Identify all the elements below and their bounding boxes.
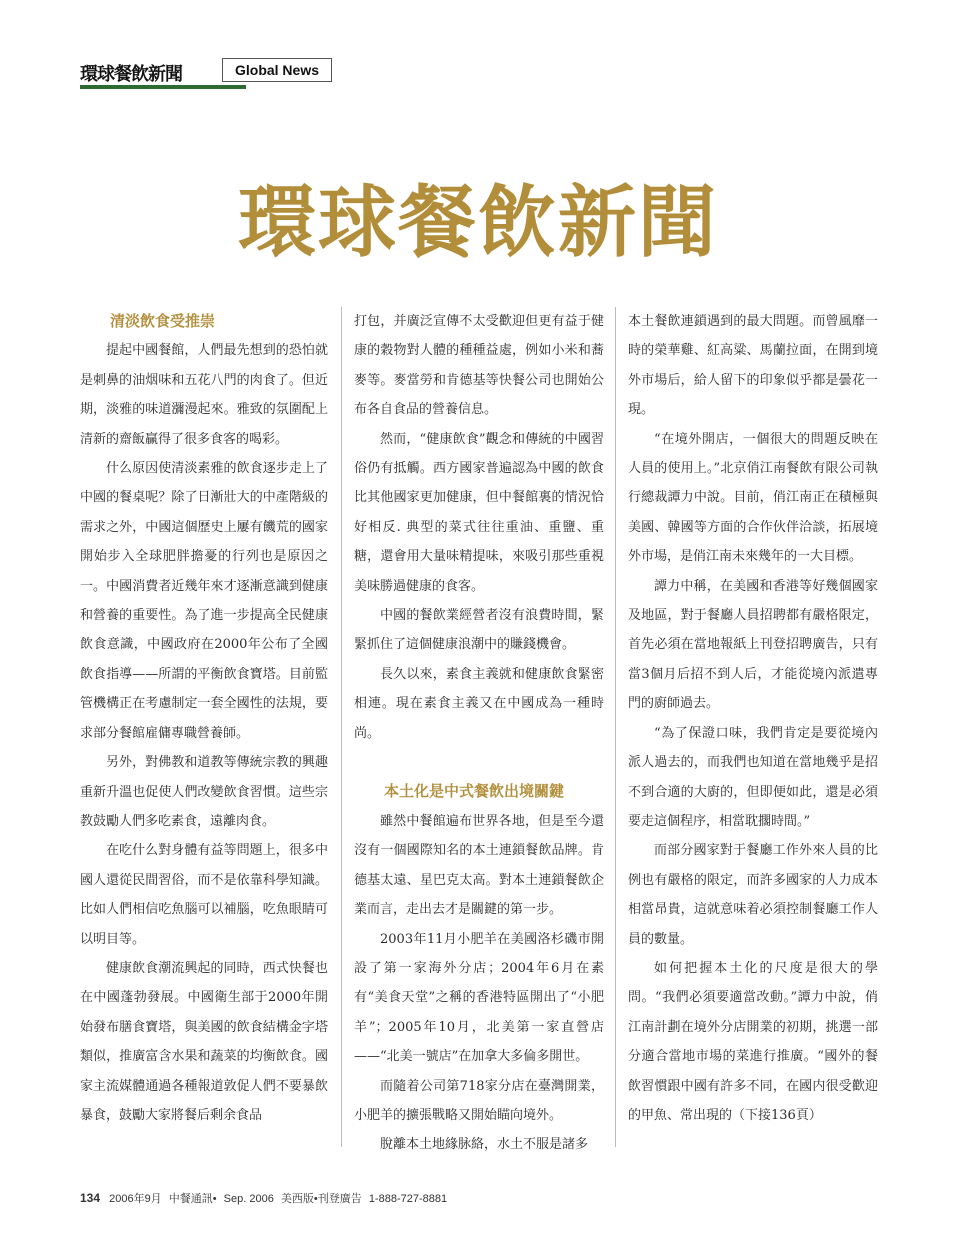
page-number: 134 — [80, 1191, 101, 1205]
paragraph: 而部分國家對于餐廳工作外來人員的比例也有嚴格的限定，而許多國家的人力成本相當昂貴，這就意味着必須控制餐廳工作人員的數量。 — [628, 843, 878, 947]
paragraph-continued: 本土餐飲連鎖遇到的最大問題。而曾風靡一時的榮華雞、紅高粱、馬蘭拉面，在開到境外市場后，給人留下的印象似乎都是曇花一現。 — [628, 314, 878, 418]
paragraph: 在吃什么對身體有益等問題上，很多中國人還從民間習俗，而不是依靠科學知識。比如人們相信吃魚腦可以補腦，吃魚眼睛可以明目等。 — [80, 843, 328, 947]
paragraph: 而隨着公司第718家分店在臺灣開業，小肥羊的擴張戰略又開始瞄向境外。 — [354, 1078, 604, 1123]
paragraph: 脫離本土地緣脉絡，水土不服是諸多 — [380, 1137, 589, 1153]
section-title-en: Global News — [222, 58, 332, 82]
paragraph: 如何把握本土化的尺度是很大的學問。“我們必須要適當改動。”譚力中說，俏江南計劃在境外分店開業的初期，挑選一部分適合當地市場的菜進行推廣。“國外的餐飲習慣跟中國有許多不同，在國内很受歡迎的甲魚、常出現的（下接136頁） — [628, 960, 878, 1123]
paragraph: 提起中國餐館，人們最先想到的恐怕就是刺鼻的油烟味和五花八門的肉食了。但近期，淡雅的味道瀰漫起來。雅致的氛圍配上清新的齋飯贏得了很多食客的喝彩。 — [80, 343, 328, 447]
paragraph: 長久以來，素食主義就和健康飲食緊密相連。現在素食主義又在中國成為一種時尚。 — [354, 666, 604, 741]
article-column-1 — [80, 307, 328, 1130]
paragraph: 2003年11月小肥羊在美國洛杉磯市開設了第一家海外分店；2004年6月在素有“美食天堂”之稱的香港特區開出了“小肥羊”；2005年10月，北美第一家直營店——“北美一號店”在加拿大多倫多開世。 — [354, 931, 604, 1065]
paragraph: 什么原因使清淡素雅的飲食逐步走上了中國的餐桌呢？除了日漸壯大的中產階級的需求之外，中國這個歷史上屢有饑荒的國家開始步入全球肥胖擔憂的行列也是原因之一。中國消費者近幾年來才逐漸意識到健康和營養的重要性。為了進一步提高全民健康飲食意識，中國政府在2000年公布了全國飲食指導——所謂的平衡飲食寶塔。目前監管機構正在考慮制定一套全國性的法規，要求部分餐館雇傭專職營養師。 — [80, 461, 328, 741]
column-divider — [615, 307, 616, 1147]
page-footer — [80, 1190, 451, 1206]
paragraph: “在境外開店，一個很大的問題反映在人員的使用上。”北京俏江南餐飲有限公司執行總裁譚力中說。目前，俏江南正在積極與美國、韓國等方面的合作伙伴洽談，拓展境外市場，是俏江南未來幾年的一大目標。 — [628, 431, 878, 565]
section-header — [80, 58, 340, 90]
footer-date-en: Sep. 2006 — [223, 1193, 274, 1205]
subheading-light-diet: 清淡飲食受推崇 — [110, 312, 216, 330]
footer-publication: 中餐通訊• — [168, 1193, 217, 1205]
footer-phone: 1-888-727-8881 — [368, 1193, 448, 1205]
paragraph: 雖然中餐館遍布世界各地，但是至今還沒有一個國際知名的本土連鎖餐飲品牌。肯德基太遠、星巴克太高。對本土連鎖餐飲企業而言，走出去才是關鍵的第一步。 — [354, 813, 604, 918]
column-divider — [341, 307, 342, 1147]
paragraph: 另外，對佛教和道教等傳統宗教的興趣重新升溫也促使人們改變飲食習慣。這些宗教鼓勵人們多吃素食，遠離肉食。 — [80, 755, 328, 829]
subheading-localization: 本土化是中式餐飲出境關鍵 — [384, 782, 565, 801]
footer-date-cn: 2006年9月 — [109, 1193, 162, 1205]
footer-edition: 美西版•刊登廣告 — [280, 1193, 362, 1205]
paragraph: 健康飲食潮流興起的同時，西式快餐也在中國蓬勃發展。中國衛生部于2000年開始發布膳食寶塔，與美國的飲食結構金字塔類似，推廣富含水果和蔬菜的均衡飲食。國家主流媒體通過各種報道敦促人們不要暴飲暴食，鼓勵大家將餐后剩余食品 — [80, 960, 328, 1123]
paragraph: “為了保證口味，我們肯定是要從境內派人過去的，而我們也知道在當地幾乎是招不到合適的大廚的，但即便如此，還是必須要走這個程序，相當耽擱時間。” — [628, 725, 878, 829]
page-title: 環球餐飲新聞 — [237, 177, 718, 268]
paragraph-continued: 打包，并廣泛宣傳不太受歡迎但更有益于健康的穀物對人體的種種益處，例如小米和蕎麥等。麥當勞和肯德基等快餐公司也開始公布各自食品的營養信息。 — [354, 314, 604, 418]
paragraph: 中國的餐飲業經營者沒有浪費時間，緊緊抓住了這個健康浪潮中的賺錢機會。 — [354, 608, 604, 653]
section-title-cn: 環球餐飲新聞 — [80, 64, 182, 85]
article-column-3 — [628, 307, 878, 1130]
paragraph: 然而，“健康飲食”觀念和傳統的中國習俗仍有抵觸。西方國家普遍認為中國的飲食比其他國家更加健康，但中餐館裏的情況恰好相反. 典型的菜式往往重油、重鹽、重糖，還會用大量味精提味，來吸引那些重視美味勝過健康的食客。 — [354, 431, 604, 594]
header-accent-bar — [80, 85, 246, 89]
article-column-2 — [354, 307, 604, 1160]
paragraph: 譚力中稱，在美國和香港等好幾個國家及地區，對于餐廳人員招聘都有嚴格限定，首先必須在當地報紙上刊登招聘廣告，只有當3個月后招不到人后，才能從境內派遣專門的廚師過去。 — [628, 578, 878, 712]
